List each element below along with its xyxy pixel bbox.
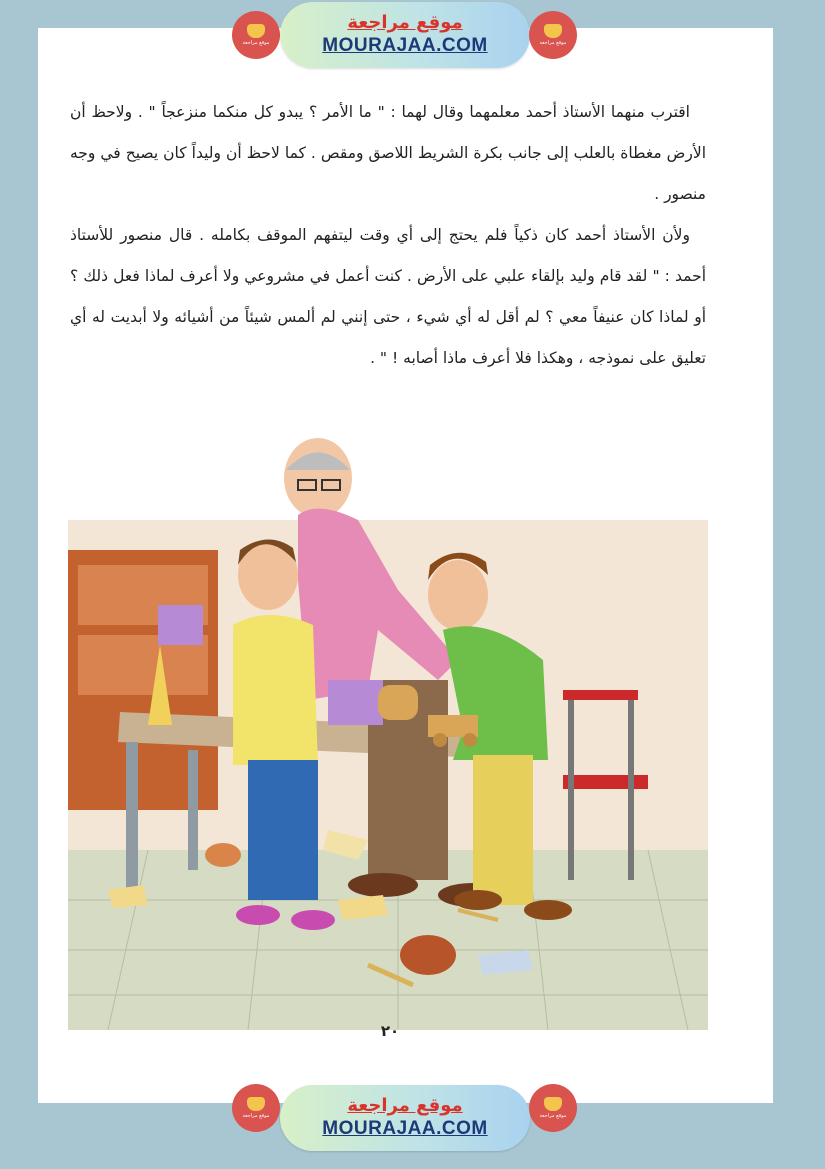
site-name-english[interactable]: MOURAJAA.COM <box>322 1118 488 1139</box>
story-paragraph-1: اقترب منهما الأستاذ أحمد معلمهما وقال لهما : " ما الأمر ؟ يبدو كل منكما منزعجاً " . ولاحظ أن الأرض مغطاة بالعلب إلى جانب بكرة الشريط اللاصق ومقص . كما لاحظ أن وليداً كان يصيح في وجه منصور . <box>70 103 706 203</box>
story-paragraph-2: ولأن الأستاذ أحمد كان ذكياً فلم يحتج إلى أي وقت ليتفهم الموقف بكامله . قال منصور للأستاذ أحمد : " لقد قام وليد بإلقاء علبي على الأرض . كنت أعمل في مشروعي ولا أعرف لماذا فعل ذلك ؟ أو لماذا كان عنيفاً معي ؟ لم أقل له أي شيء ، حتى إنني لم ألمس شيئاً من أشيائه ولا أبديت له أي تعليق على نموذجه ، وهكذا فلا أعرف ماذا أصابه ! " . <box>70 226 706 367</box>
book-icon <box>247 24 265 38</box>
site-banner-top[interactable] <box>280 2 530 68</box>
site-banner-bottom[interactable] <box>280 1085 530 1151</box>
site-logo-top-left: موقع مراجعة <box>232 11 280 59</box>
story-text <box>70 92 706 379</box>
book-icon <box>247 1097 265 1111</box>
book-icon <box>544 1097 562 1111</box>
page-number: ٢٠ <box>380 1022 400 1040</box>
site-name-arabic[interactable]: موقع مراجعة <box>347 1095 463 1116</box>
site-name-english[interactable]: MOURAJAA.COM <box>322 35 488 56</box>
site-name-arabic[interactable]: موقع مراجعة <box>347 12 463 33</box>
site-logo-bottom-right: موقع مراجعة <box>529 1084 577 1132</box>
classroom-illustration <box>68 430 708 1030</box>
site-logo-top-right: موقع مراجعة <box>529 11 577 59</box>
site-logo-bottom-left: موقع مراجعة <box>232 1084 280 1132</box>
book-icon <box>544 24 562 38</box>
